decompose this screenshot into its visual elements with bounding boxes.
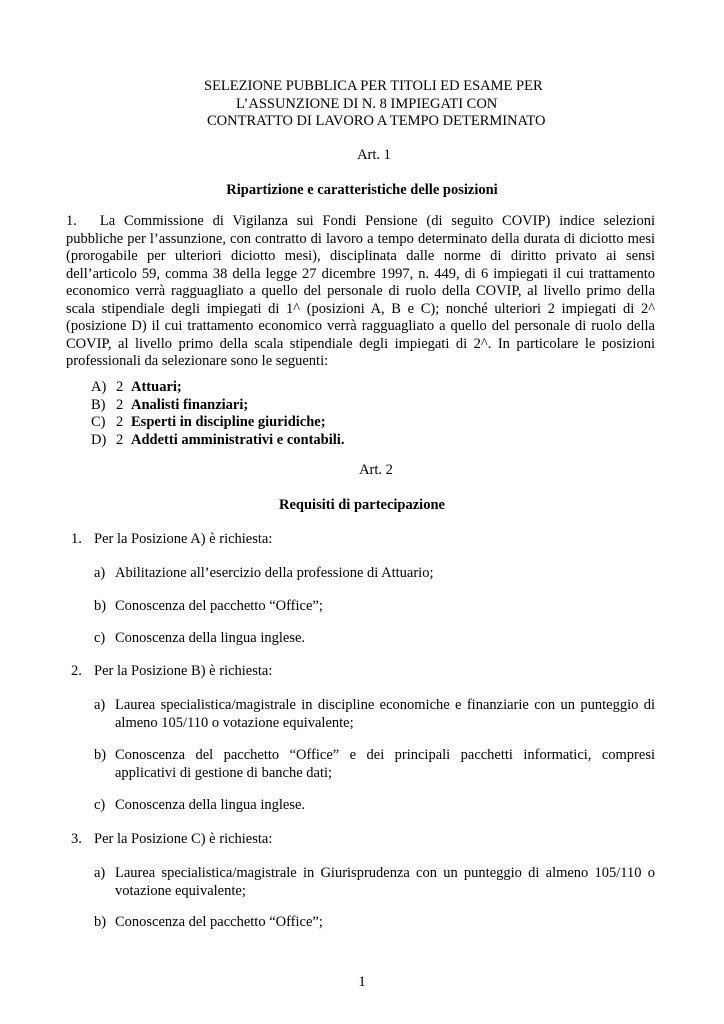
item-letter: c) bbox=[94, 797, 106, 813]
position-count: 2 bbox=[116, 396, 124, 413]
position-letter: B) bbox=[91, 396, 106, 413]
item-text: Laurea specialistica/magistrale in Giurisprudenza con un punteggio di almeno 105/110 o votazione equivalente; bbox=[115, 865, 655, 899]
item-text: Conoscenza del pacchetto “Office” e dei principali pacchetti informatici, compresi applicativi di gestione di banche dati; bbox=[115, 747, 655, 781]
item-letter: b) bbox=[94, 914, 107, 930]
item-text: Abilitazione all’esercizio della professione di Attuario; bbox=[115, 565, 434, 581]
position-letter: A) bbox=[91, 379, 107, 395]
article-1-heading: Ripartizione e caratteristiche delle posizioni bbox=[226, 182, 498, 198]
list-item bbox=[91, 397, 344, 415]
item-text: Laurea specialistica/magistrale in discipline economiche e finanziarie con un punteggio di almeno 105/110 o votazione equivalente; bbox=[115, 697, 655, 731]
paragraph-number: 1. bbox=[66, 213, 77, 229]
positions-list bbox=[91, 379, 344, 449]
requirement-1-item-a bbox=[94, 565, 655, 583]
article-1-label: Art. 1 bbox=[357, 147, 391, 163]
title-line-3: CONTRATTO DI LAVORO A TEMPO DETERMINATO bbox=[207, 113, 546, 129]
item-text: Conoscenza del pacchetto “Office”; bbox=[115, 914, 323, 930]
position-name: Esperti in discipline giuridiche; bbox=[131, 414, 326, 430]
requirement-1-item-b bbox=[94, 598, 655, 616]
list-item bbox=[91, 379, 344, 397]
requirement-2-item-a bbox=[94, 697, 655, 732]
page-number: 1 bbox=[358, 974, 366, 990]
title-line-2: L’ASSUNZIONE DI N. 8 IMPIEGATI CON bbox=[236, 95, 498, 112]
position-count: 2 bbox=[116, 379, 124, 395]
requirement-2-item-b bbox=[94, 747, 655, 782]
requirement-1-item-c bbox=[94, 630, 655, 648]
title-line-1: SELEZIONE PUBBLICA PER TITOLI ED ESAME PER bbox=[204, 78, 543, 94]
item-letter: b) bbox=[94, 598, 107, 614]
item-letter: b) bbox=[94, 747, 107, 763]
requirement-text: Per la Posizione C) è richiesta: bbox=[94, 831, 273, 847]
position-name: Addetti amministrativi e contabili. bbox=[131, 431, 345, 448]
article-1-paragraph bbox=[66, 213, 655, 371]
requirement-text: Per la Posizione B) è richiesta: bbox=[94, 663, 273, 679]
requirement-text: Per la Posizione A) è richiesta: bbox=[94, 531, 273, 547]
item-letter: a) bbox=[94, 697, 106, 713]
article-2-heading: Requisiti di partecipazione bbox=[279, 497, 445, 513]
position-letter: D) bbox=[91, 431, 107, 448]
article-2-label: Art. 2 bbox=[359, 462, 393, 478]
item-text: Conoscenza della lingua inglese. bbox=[115, 630, 306, 646]
list-item bbox=[91, 432, 344, 450]
position-name: Attuari; bbox=[131, 379, 182, 395]
position-count: 2 bbox=[116, 431, 124, 448]
requirement-2-item-c bbox=[94, 797, 655, 815]
position-name: Analisti finanziari; bbox=[131, 396, 249, 413]
paragraph-text: La Commissione di Vigilanza sui Fondi Pensione (di seguito COVIP) indice selezioni pubbliche per l’assunzione, con contratto di lavoro a tempo determinato della durata di diciotto mesi (prorogabile per ulteriori diciotto mesi), disciplinata dalle norme di diritto privato ai sensi dell’articolo 59, comma 38 della legge 27 dicembre 1997, n. 449, di 6 impiegati il cui trattamento economico verrà ragguagliato a quello del personale di ruolo della COVIP, al livello primo della scala stipendiale degli impiegati di 1^ (posizioni A, B e C); nonché ulteriori 2 impiegati di 2^ (posizione D) il cui trattamento economico verrà ragguagliato a quello del personale di ruolo della COVIP, al livello primo della scala stipendiale degli impiegati di 2^. In particolare le posizioni professionali da selezionare sono le seguenti: bbox=[66, 213, 655, 369]
item-letter: c) bbox=[94, 630, 106, 646]
list-item bbox=[91, 414, 344, 432]
document-title bbox=[200, 78, 580, 131]
requirement-3-item-a bbox=[94, 865, 655, 900]
requirement-number: 1. bbox=[71, 531, 82, 547]
requirement-number: 2. bbox=[71, 663, 82, 679]
item-text: Conoscenza della lingua inglese. bbox=[115, 797, 306, 813]
requirement-3-item-b bbox=[94, 914, 655, 932]
item-letter: a) bbox=[94, 865, 106, 881]
item-letter: a) bbox=[94, 565, 106, 581]
item-text: Conoscenza del pacchetto “Office”; bbox=[115, 598, 323, 614]
requirement-number: 3. bbox=[71, 831, 82, 847]
position-letter: C) bbox=[91, 414, 106, 430]
position-count: 2 bbox=[116, 414, 124, 430]
